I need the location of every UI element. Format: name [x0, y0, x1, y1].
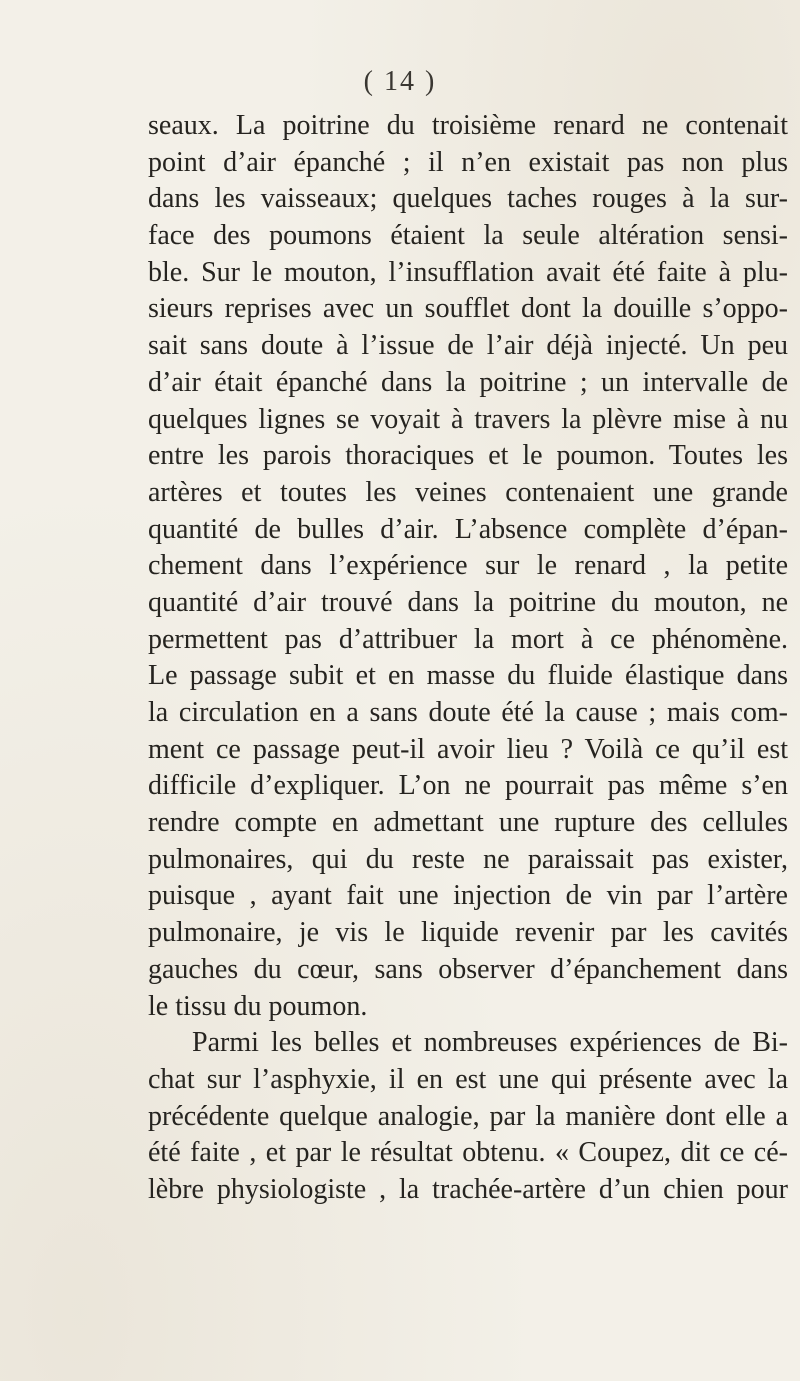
page-number: ( 14 ) [363, 66, 437, 97]
text-line: entre les parois thoraciques et le poumon. Toutes les [148, 440, 788, 472]
text-line: Le passage subit et en masse du fluide élastique dans [148, 660, 788, 692]
text-line: puisque , ayant fait une injection de vin par l’artère [148, 880, 788, 912]
body-text [148, 108, 788, 1209]
text-line: permettent pas d’attribuer la mort à ce phénomène. [148, 623, 788, 655]
text-line: chat sur l’asphyxie, il en est une qui présente avec la [148, 1063, 788, 1095]
text-line: gauches du cœur, sans observer d’épanchement dans [148, 953, 788, 985]
text-line: sait sans doute à l’issue de l’air déjà injecté. Un peu [148, 330, 788, 362]
text-line: été faite , et par le résultat obtenu. « Coupez, dit ce cé- [148, 1137, 788, 1169]
text-line: d’air était épanché dans la poitrine ; un intervalle de [148, 366, 788, 398]
text-line: rendre compte en admettant une rupture des cellules [148, 807, 788, 839]
text-line: artères et toutes les veines contenaient une grande [148, 476, 788, 508]
text-line: le tissu du poumon. [148, 990, 368, 1022]
text-line: face des poumons étaient la seule altération sensi- [148, 220, 788, 252]
text-line: ble. Sur le mouton, l’insufflation avait été faite à plu- [148, 256, 788, 288]
text-line: précédente quelque analogie, par la manière dont elle a [148, 1100, 788, 1132]
text-line: seaux. La poitrine du troisième renard ne contenait [148, 110, 788, 141]
text-line: chement dans l’expérience sur le renard , la petite [148, 550, 788, 582]
text-line: quelques lignes se voyait à travers la plèvre mise à nu [148, 403, 788, 435]
text-line: lèbre physiologiste , la trachée-artère d’un chien pour [148, 1173, 788, 1205]
text-line: point d’air épanché ; il n’en existait pas non plus [148, 146, 788, 178]
text-line: quantité de bulles d’air. L’absence complète d’épan- [148, 513, 788, 545]
text-line: pulmonaires, qui du reste ne paraissait pas exister, [148, 843, 788, 875]
text-line: la circulation en a sans doute été la cause ; mais com- [148, 697, 788, 728]
text-line: dans les vaisseaux; quelques taches rouges à la sur- [148, 183, 788, 215]
text-line: ment ce passage peut-il avoir lieu ? Voilà ce qu’il est [148, 733, 788, 765]
text-line: Parmi les belles et nombreuses expériences de Bi- [192, 1027, 788, 1059]
text-line: difficile d’expliquer. L’on ne pourrait pas même s’en [148, 770, 788, 802]
text-line: sieurs reprises avec un soufflet dont la douille s’oppo- [148, 293, 788, 325]
text-line: pulmonaire, je vis le liquide revenir par les cavités [148, 917, 788, 949]
text-line: quantité d’air trouvé dans la poitrine du mouton, ne [148, 586, 788, 618]
